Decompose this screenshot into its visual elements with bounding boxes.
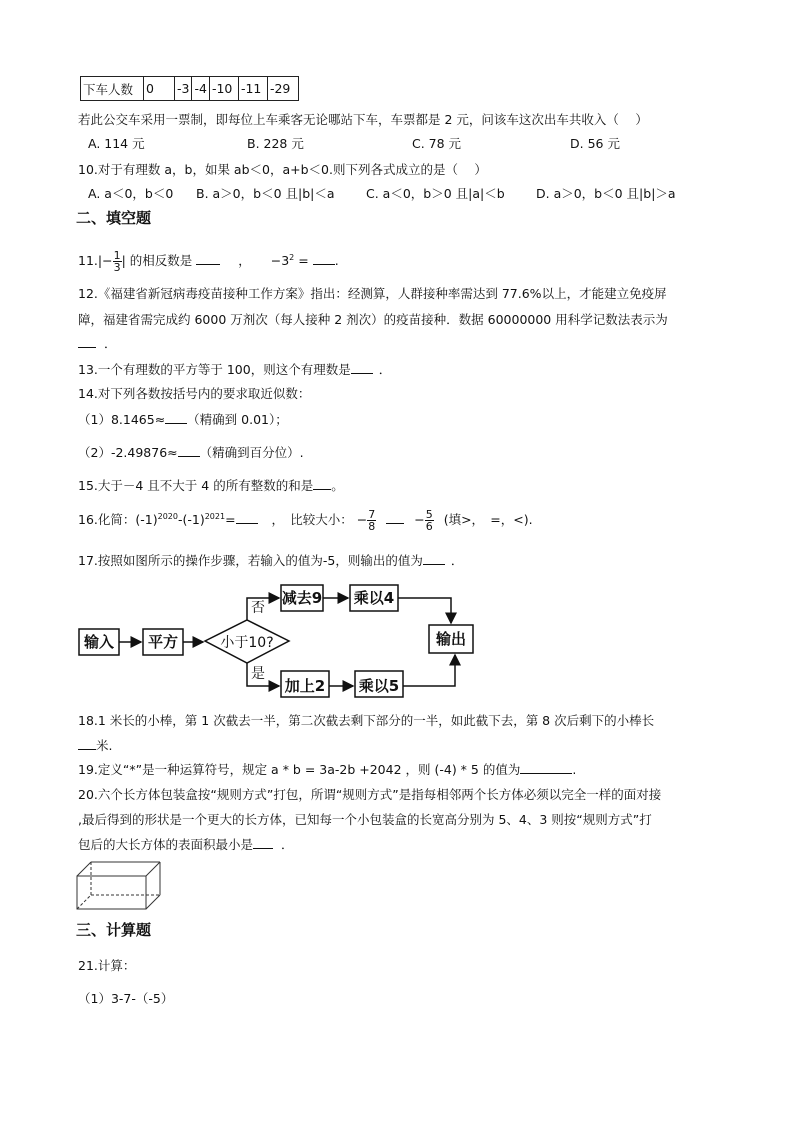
q20-line2: ,最后得到的形状是一个更大的长方体，已知每一个小包装盒的长宽高分别为 5、4、3 则按“规则方式”打 [78, 812, 652, 827]
q14-part2-a: （2）-2.49876≈ [78, 445, 178, 460]
q10-option-c: C. a＜0，b＞0 且|a|＜b [366, 186, 505, 201]
q12-line1: 12.《福建省新冠病毒疫苗接种工作方案》指出：经测算，人群接种率需达到 77.6%以上，才能建立免疫屏 [78, 286, 667, 301]
q16-exp2: 2021 [204, 512, 226, 521]
q11-frac-num: 1 [113, 249, 121, 263]
q20-line1: 20.六个长方体包装盒按“规则方式”打包，所谓“规则方式”是指每相邻两个长方体必须以完全一样的面对接 [78, 787, 662, 802]
q11-expr: −3 [270, 253, 290, 269]
answer-blank[interactable] [253, 836, 273, 849]
table-cell: -10 [209, 77, 238, 101]
cuboid-figure [77, 862, 160, 909]
table-cell: 0 [144, 77, 175, 101]
q21-part1: （1）3-7-（-5） [78, 991, 174, 1006]
flow-condition-label: 小于10? [220, 635, 274, 651]
q20-line3 [78, 835, 294, 853]
q15-end: 。 [331, 478, 344, 493]
answer-blank[interactable] [78, 737, 96, 750]
q14-text: 14.对下列各数按括号内的要求取近似数： [78, 386, 311, 401]
q9-text: 若此公交车采用一票制，即每位上车乘客无论哪站下车，车票都是 2 元，问该车这次出车共收入（ ） [78, 112, 648, 127]
q13-text: 13.一个有理数的平方等于 100，则这个有理数是 [78, 362, 351, 377]
q16-neg2: − [414, 512, 425, 528]
q16-f1-num: 7 [368, 508, 376, 522]
q19 [78, 760, 576, 778]
flow-mul5-label: 乘以5 [358, 677, 400, 695]
flow-square-label: 平方 [147, 633, 179, 651]
flow-add2-label: 加上2 [284, 677, 326, 695]
q16-f1-den: 8 [368, 520, 376, 534]
q18-line1: 18.1 米长的小棒，第 1 次截去一半，第二次截去剩下部分的一半，如此截下去，第 8 次后剩下的小棒长 [78, 713, 655, 728]
answer-blank[interactable] [520, 761, 572, 774]
q12-line2: 障，福建省需完成约 6000 万剂次（每人接种 2 剂次）的疫苗接种．数据 60000000 用科学记数法表示为 [78, 312, 668, 327]
flow-arrow [403, 655, 455, 686]
table-cell: 下车人数 [81, 77, 144, 101]
q18-line2 [78, 736, 112, 754]
q16-neg1: − [356, 512, 368, 528]
q16-b: -(-1) [177, 512, 205, 528]
q16-c: = [225, 512, 236, 528]
q19-text: 19.定义“*”是一种运算符号，规定 a * b = 3a-2b +2042 ，则 (-4) * 5 的值为 [78, 762, 521, 777]
q11-sep: ， [238, 253, 251, 269]
q16-d: ， 比较大小： [271, 512, 353, 528]
q16-exp1: 2020 [157, 512, 178, 521]
flow-no-label: 否 [251, 600, 265, 616]
q16-f2-num: 5 [425, 508, 433, 522]
q11-mid: | 的相反数是 [121, 253, 193, 269]
table-cell: -3 [175, 77, 192, 101]
q10-option-b: B. a＞0，b＜0 且|b|＜a [196, 186, 335, 201]
q13-end: ． [378, 362, 392, 377]
flow-yes-label: 是 [251, 666, 265, 682]
flow-input-label: 输入 [83, 633, 115, 651]
q11-eq: = [294, 253, 313, 269]
section-heading-calc: 三、计算题 [76, 921, 152, 939]
table-cell: -11 [238, 77, 267, 101]
q16-tail: (填>， =，<). [443, 512, 533, 528]
q17-text: 17.按照如图所示的操作步骤，若输入的值为-5，则输出的值为 [78, 553, 423, 568]
q11-prefix: 11.|− [78, 253, 113, 269]
q17-end: ． [450, 553, 464, 568]
q9-option-c: C. 78 元 [412, 136, 462, 151]
flow-output-label: 输出 [435, 630, 467, 648]
q18-end: 米. [96, 738, 113, 753]
q14-part1-b: （精确到 0.01）； [187, 412, 288, 427]
q11-exp: 2 [289, 253, 295, 262]
q21-text: 21.计算： [78, 958, 136, 973]
q20-end: ． [281, 837, 294, 852]
q15-text: 15.大于－4 且不大于 4 的所有整数的和是 [78, 478, 314, 493]
q10-option-a: A. a＜0，b＜0 [88, 186, 174, 201]
q14-part2-b: （精确到百分位）. [199, 445, 304, 460]
q11-end: . [334, 253, 339, 269]
q20-line3-text: 包后的大长方体的表面积最小是 [78, 837, 254, 852]
q9-option-d: D. 56 元 [570, 136, 620, 151]
flow-mul4-label: 乘以4 [353, 589, 395, 607]
q9-option-a: A. 114 元 [88, 136, 145, 151]
table-cell: -29 [267, 77, 298, 101]
q16-a: 16.化简：(-1) [78, 512, 158, 528]
flow-arrow [398, 598, 451, 623]
q14-part1-a: （1）8.1465≈ [78, 412, 166, 427]
table-cell: -4 [192, 77, 209, 101]
q11-frac-den: 3 [113, 261, 121, 275]
q19-end: . [572, 762, 577, 777]
q10-text: 10.对于有理数 a，b，如果 ab＜0，a+b＜0.则下列各式成立的是（ ） [78, 162, 487, 177]
q16-f2-den: 6 [425, 520, 433, 534]
section-heading-fill: 二、填空题 [76, 209, 152, 227]
q9-option-b: B. 228 元 [247, 136, 304, 151]
q12-end: ． [104, 336, 117, 351]
q10-option-d: D. a＞0，b＜0 且|b|＞a [536, 186, 676, 201]
flow-sub9-label: 减去9 [281, 589, 323, 607]
